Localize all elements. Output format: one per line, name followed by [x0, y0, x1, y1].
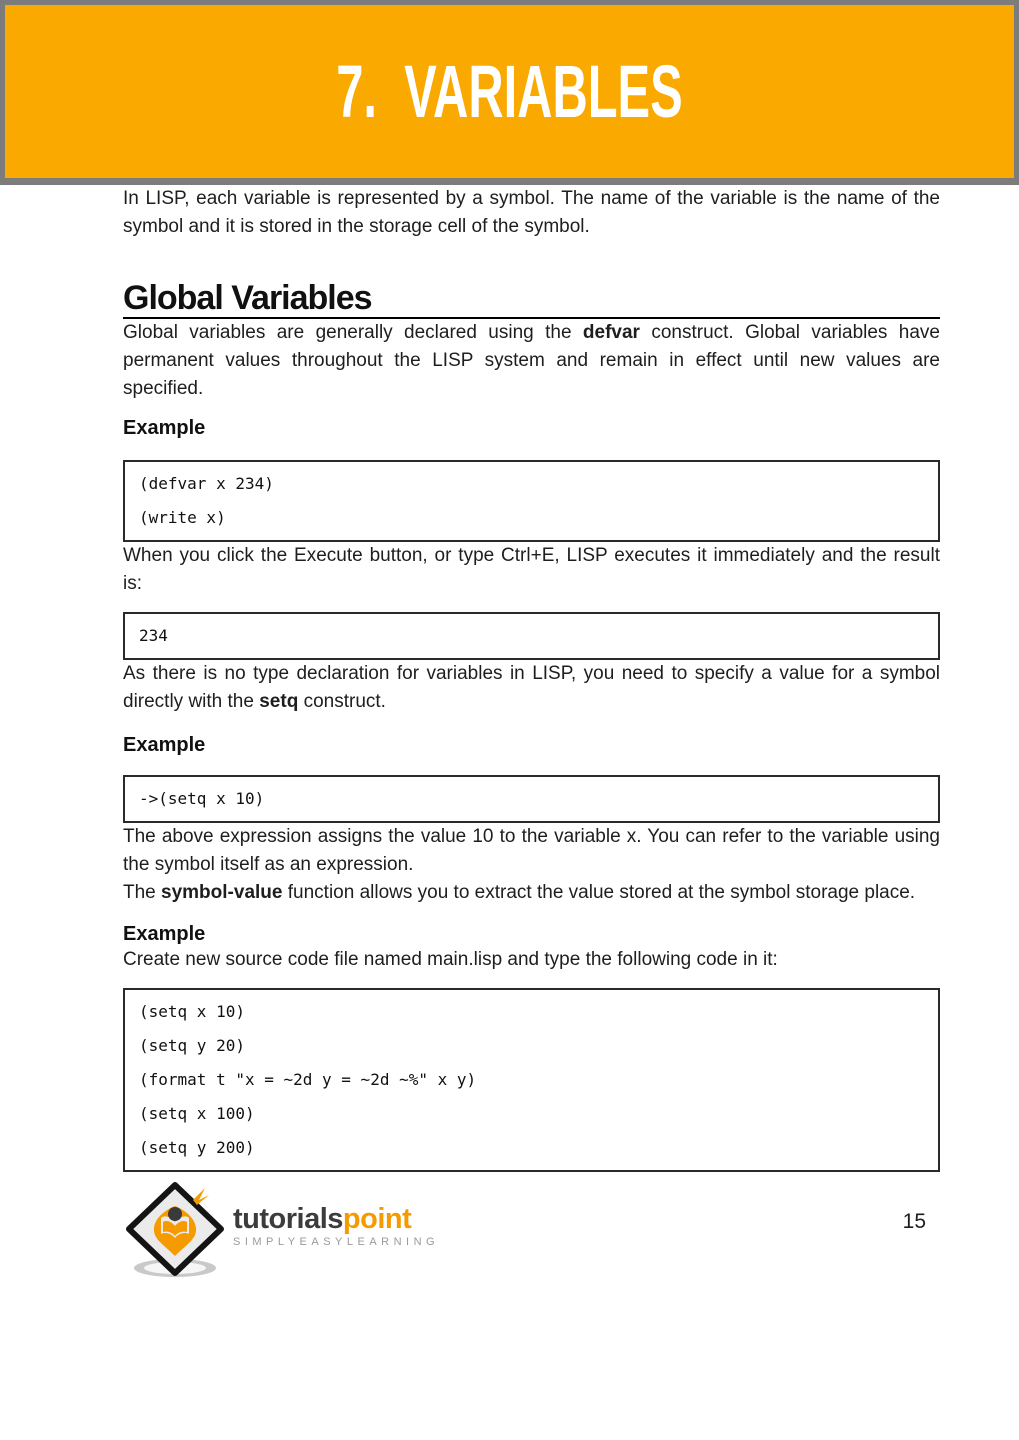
chapter-banner — [0, 0, 1019, 185]
code-block-defvar — [123, 460, 940, 542]
brand-name-point: point — [342, 1203, 412, 1235]
paragraph-create-file: Create new source code file named main.lisp and type the following code in it: — [123, 949, 778, 970]
code-line: (format t "x = ~2d y = ~2d ~%" x y) — [139, 1070, 477, 1089]
tutorialspoint-logo — [123, 1182, 439, 1283]
code-line: (defvar x 234) — [139, 474, 274, 493]
brand-tagline: SIMPLYEASYLEARNING — [233, 1236, 440, 1248]
code-block-setq — [123, 775, 940, 823]
page-content — [123, 185, 940, 1172]
example-label-3: Example — [123, 923, 206, 945]
code-line: (setq x 10) — [139, 1002, 245, 1021]
code-line: (write x) — [139, 508, 226, 527]
example-label-2: Example — [123, 734, 206, 756]
page-footer — [123, 1182, 940, 1283]
code-line: 234 — [139, 626, 168, 645]
paragraph-execute-note: When you click the Execute button, or type Ctrl+E, LISP executes it immediately and the result is: — [123, 545, 940, 594]
code-block-output — [123, 612, 940, 660]
logo-wordmark — [233, 1182, 439, 1248]
code-line: (setq x 100) — [139, 1104, 255, 1123]
chapter-title: 7. VARIABLES — [336, 50, 683, 133]
paragraph-symval-pre: The — [123, 882, 162, 903]
paragraph-intro: In LISP, each variable is represented by a symbol. The name of the variable is the name of the symbol and it is stored in the storage cell of the symbol. — [123, 188, 940, 237]
code-line: (setq y 200) — [139, 1138, 255, 1157]
paragraph-global-post: construct. Global variables have permanent values throughout the LISP system and remain in effect until new values are specified. — [123, 322, 941, 399]
paragraph-symbol-value — [123, 879, 940, 907]
paragraph-assign: The above expression assigns the value 10 to the variable x. You can refer to the variable using the symbol itself as an expression. — [123, 826, 940, 875]
code-line: (setq y 20) — [139, 1036, 245, 1055]
example-label-1: Example — [123, 417, 206, 439]
section-heading-global-variables: Global Variables — [123, 281, 940, 319]
paragraph-symval-post: function allows you to extract the value stored at the symbol storage place. — [282, 882, 916, 903]
paragraph-setq — [123, 660, 940, 716]
paragraph-global-variables — [123, 319, 940, 403]
keyword-symbol-value: symbol-value — [161, 882, 283, 903]
code-line: ->(setq x 10) — [139, 789, 265, 808]
keyword-setq: setq — [259, 691, 299, 712]
code-block-main-lisp — [123, 988, 940, 1172]
paragraph-global-pre: Global variables are generally declared using the — [123, 322, 583, 343]
tutorialspoint-logo-icon — [123, 1182, 229, 1283]
paragraph-setq-pre: As there is no type declaration for variables in LISP, you need to specify a value for a symbol directly with the — [123, 663, 940, 712]
paragraph-setq-post: construct. — [298, 691, 386, 712]
keyword-defvar: defvar — [582, 322, 640, 343]
brand-name-tutorials: tutorials — [233, 1203, 343, 1235]
page-number: 15 — [902, 1210, 926, 1233]
